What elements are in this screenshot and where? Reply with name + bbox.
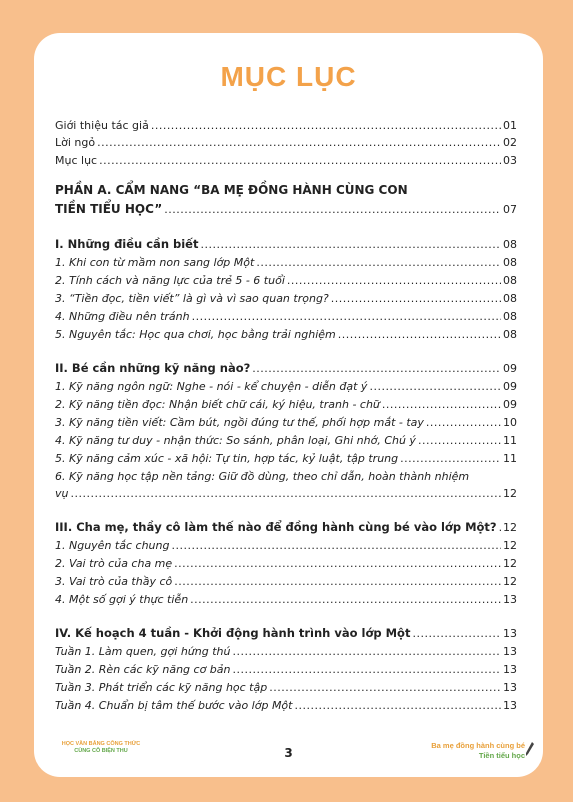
footer-left-line1: HỌC VẦN BẰNG CÔNG THỨC bbox=[61, 741, 141, 747]
toc-entry[interactable]: 4. Một số gợi ý thực tiễn ..... 13 bbox=[55, 590, 517, 606]
toc-entry[interactable]: vụ ..... 12 bbox=[55, 484, 517, 500]
toc-entry[interactable]: 6. Kỹ năng học tập nền tảng: Giữ đồ dùng, theo chỉ dẫn, hoàn thành nhiệm bbox=[55, 470, 470, 483]
footer-left-line2: CÙNG CÔ BIỆN THU bbox=[74, 748, 128, 754]
toc-entry[interactable]: Tuần 2. Rèn các kỹ năng cơ bản ..... 13 bbox=[55, 660, 517, 676]
toc-section-heading[interactable]: II. Bé cần những kỹ năng nào? ..... 09 bbox=[55, 359, 517, 375]
toc-entry[interactable]: 3. Kỹ năng tiền viết: Cầm bút, ngồi đúng tư thế, phối hợp mắt - tay ..... 10 bbox=[55, 413, 517, 429]
footer-brand-right bbox=[431, 741, 525, 761]
toc-entry[interactable]: Tuần 3. Phát triển các kỹ năng học tập ..... 13 bbox=[55, 678, 517, 694]
page-title: MỤC LỤC bbox=[220, 61, 357, 92]
page-number: 3 bbox=[284, 746, 293, 760]
toc-entry[interactable]: Giới thiệu tác giả ..... 01 bbox=[55, 116, 517, 132]
footer-right-line1: Ba mẹ đồng hành cùng bé bbox=[431, 741, 525, 750]
toc-entry[interactable]: 1. Khi con từ mầm non sang lớp Một ..... 08 bbox=[55, 253, 517, 269]
toc-entry[interactable]: 5. Nguyên tắc: Học qua chơi, học bằng trải nghiệm ..... 08 bbox=[55, 325, 517, 341]
toc-entry[interactable]: Lời ngỏ ..... 02 bbox=[55, 133, 517, 149]
toc-entry[interactable]: Tuần 1. Làm quen, gợi hứng thú ..... 13 bbox=[55, 642, 517, 658]
pencil-icon bbox=[525, 741, 535, 757]
toc-entry[interactable]: 2. Kỹ năng tiền đọc: Nhận biết chữ cái, ký hiệu, tranh - chữ ..... 09 bbox=[55, 395, 517, 411]
toc-page bbox=[34, 33, 543, 777]
toc-entry[interactable]: Mục lục ..... 03 bbox=[55, 151, 517, 167]
toc-entry[interactable]: 3. “Tiền đọc, tiền viết” là gì và vì sao quan trọng? ..... 08 bbox=[55, 289, 517, 305]
toc-entry[interactable]: 5. Kỹ năng cảm xúc - xã hội: Tự tin, hợp tác, kỷ luật, tập trung ..... 11 bbox=[55, 449, 517, 465]
toc-section-heading[interactable]: I. Những điều cần biết ..... 08 bbox=[55, 235, 517, 251]
toc-entry[interactable]: 4. Kỹ năng tư duy - nhận thức: So sánh, phân loại, Ghi nhớ, Chú ý ..... 11 bbox=[55, 431, 517, 447]
toc-entry[interactable]: 1. Kỹ năng ngôn ngữ: Nghe - nói - kể chuyện - diễn đạt ý ..... 09 bbox=[55, 377, 517, 393]
toc-entry[interactable]: 2. Tính cách và năng lực của trẻ 5 - 6 tuổi ..... 08 bbox=[55, 271, 517, 287]
footer-right-line2: Tiền tiểu học bbox=[478, 751, 525, 760]
toc-part-heading[interactable]: TIỀN TIỂU HỌC” ..... 07 bbox=[55, 200, 517, 216]
toc-entry[interactable]: 4. Những điều nên tránh ..... 08 bbox=[55, 307, 517, 323]
toc-section-heading[interactable]: IV. Kế hoạch 4 tuần - Khởi động hành trình vào lớp Một ..... 13 bbox=[55, 624, 517, 640]
toc-entry[interactable]: 1. Nguyên tắc chung ..... 12 bbox=[55, 536, 517, 552]
toc-entry[interactable]: Tuần 4. Chuẩn bị tâm thế bước vào lớp Một ..... 13 bbox=[55, 696, 517, 712]
toc-part-heading[interactable]: PHẦN A. CẨM NANG “BA MẸ ĐỒNG HÀNH CÙNG CON bbox=[55, 183, 408, 197]
toc-entry[interactable]: 2. Vai trò của cha mẹ ..... 12 bbox=[55, 554, 517, 570]
toc-section-heading[interactable]: III. Cha mẹ, thầy cô làm thế nào để đồng hành cùng bé vào lớp Một? ..... 12 bbox=[55, 518, 517, 534]
toc-entry[interactable]: 3. Vai trò của thầy cô ..... 12 bbox=[55, 572, 517, 588]
